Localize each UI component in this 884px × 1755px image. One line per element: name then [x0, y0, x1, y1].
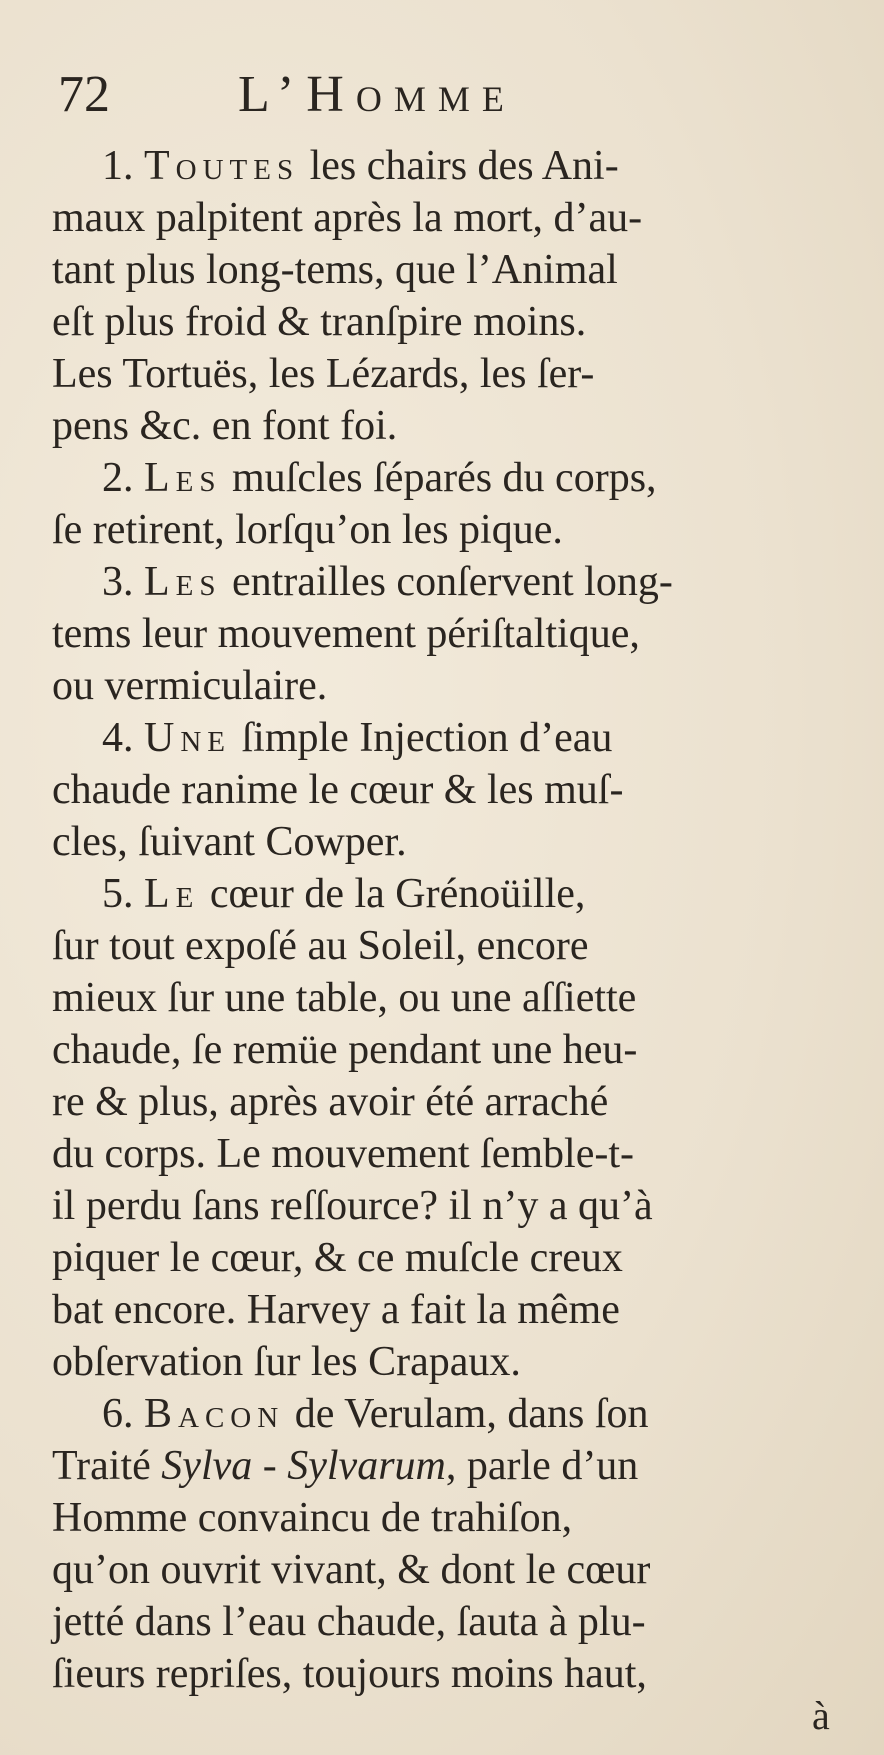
small-caps-word: Les	[144, 559, 222, 605]
text-line: 5. Le cœur de la Grénoüille,	[102, 871, 586, 917]
text-line: 4. Une ſimple Injection d’eau	[102, 715, 613, 761]
text-line: qu’on ouvrit vivant, & dont le cœur	[52, 1547, 651, 1593]
catchword: à	[812, 1693, 830, 1738]
small-caps-word: Les	[144, 455, 222, 501]
page-number: 72	[58, 66, 110, 123]
text-line: tant plus long-tems, que l’Animal	[52, 247, 618, 293]
page-header	[58, 60, 858, 130]
text-line: 2. Les muſcles ſéparés du corps,	[102, 455, 657, 501]
text-line: re & plus, après avoir été arraché	[52, 1079, 609, 1125]
text-line: chaude ranime le cœur & les muſ-	[52, 767, 624, 813]
text-line: Les Tortuës, les Lézards, les ſer-	[52, 351, 595, 397]
running-head: L’Homme	[238, 66, 516, 123]
text-line: jetté dans l’eau chaude, ſauta à plu-	[52, 1599, 646, 1645]
paragraph	[52, 140, 852, 452]
paragraph	[52, 868, 852, 1388]
paragraph	[52, 1388, 852, 1700]
text-line: ou vermiculaire.	[52, 663, 328, 709]
small-caps-word: Le	[144, 871, 200, 917]
text-line: 3. Les entrailles conſervent long-	[102, 559, 673, 605]
text-line: obſervation ſur les Crapaux.	[52, 1339, 521, 1385]
text-line: il perdu ſans reſſource? il n’y a qu’à	[52, 1183, 653, 1229]
paragraph	[52, 452, 852, 556]
small-caps-word: Bacon	[144, 1391, 285, 1437]
text-line: cles, ſuivant Cowper.	[52, 819, 407, 865]
text-line: pens &c. en font foi.	[52, 403, 398, 449]
text-line: mieux ſur une table, ou une aſſiette	[52, 975, 637, 1021]
text-line: eſt plus froid & tranſpire moins.	[52, 299, 587, 345]
text-line: 6. Bacon de Verulam, dans ſon	[102, 1391, 649, 1437]
text-line: ſur tout expoſé au Soleil, encore	[52, 923, 589, 969]
text-line: chaude, ſe remüe pendant une heu-	[52, 1027, 638, 1073]
paragraph	[52, 556, 852, 712]
text-line: Homme convaincu de trahiſon,	[52, 1495, 573, 1541]
text-line: maux palpitent après la mort, d’au-	[52, 195, 643, 241]
paragraph	[52, 712, 852, 868]
italic-title: Sylva - Sylvarum	[161, 1443, 446, 1489]
text-line: ſieurs repriſes, toujours moins haut,	[52, 1651, 647, 1697]
text-line: ſe retirent, lorſqu’on les pique.	[52, 507, 563, 553]
text-line: 1. Toutes les chairs des Ani-	[102, 143, 619, 189]
small-caps-word: Toutes	[144, 143, 300, 189]
small-caps-word: Une	[144, 715, 231, 761]
text-line: du corps. Le mouvement ſemble-t-	[52, 1131, 634, 1177]
page-body	[52, 140, 852, 1700]
text-line: piquer le cœur, & ce muſcle creux	[52, 1235, 623, 1281]
text-line: Traité Sylva - Sylvarum, parle d’un	[52, 1443, 639, 1489]
text-line: tems leur mouvement périſtaltique,	[52, 611, 640, 657]
text-line: bat encore. Harvey a fait la même	[52, 1287, 620, 1333]
